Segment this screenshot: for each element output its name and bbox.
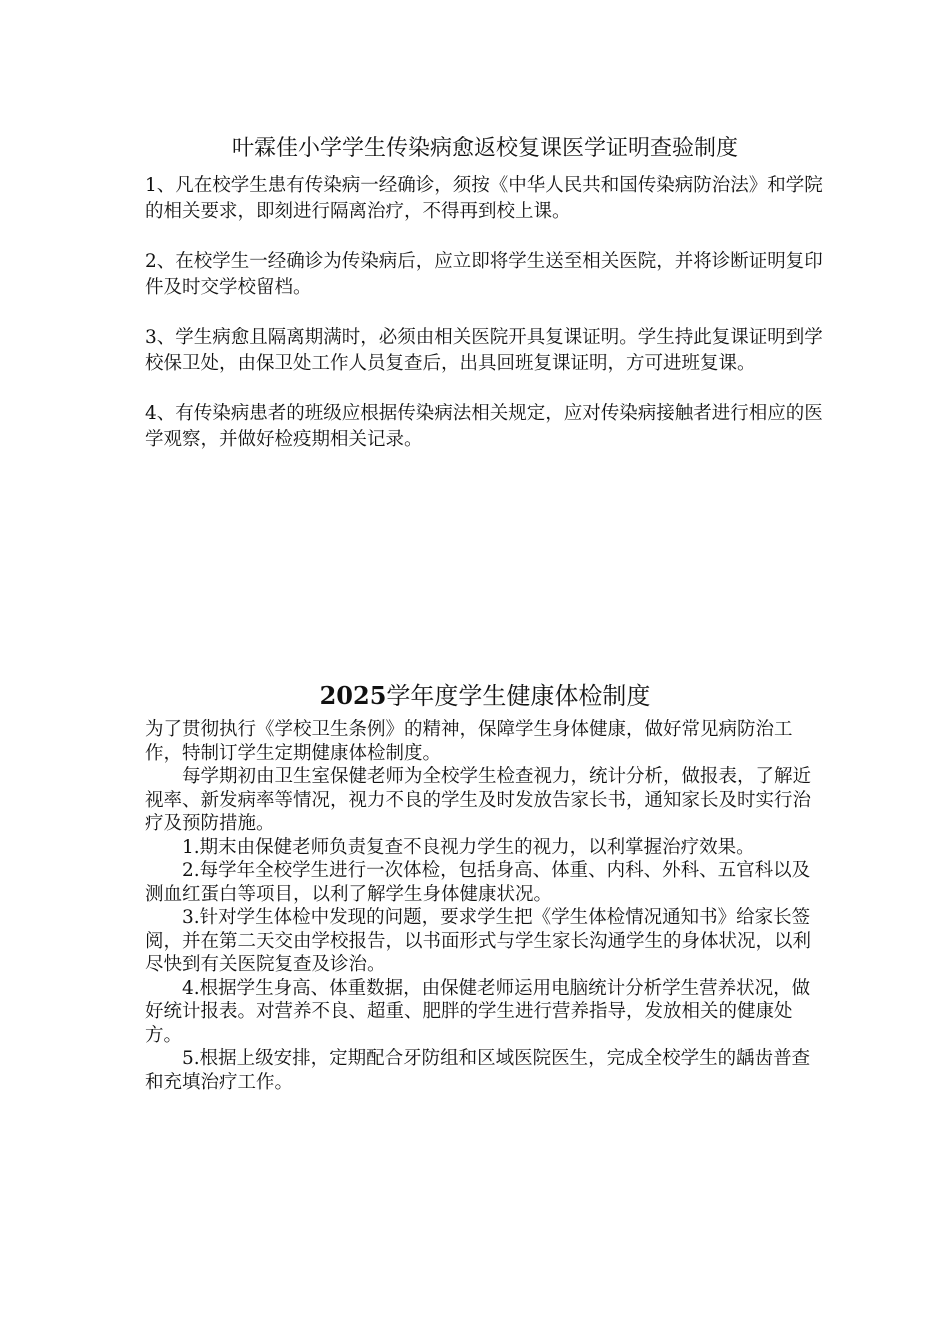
section-infectious-disease-policy [145,133,825,477]
section2-paragraph-vision: 每学期初由卫生室保健老师为全校学生检查视力，统计分析，做报表，了解近视率、新发病率等情况，视力不良的学生及时发放告家长书，通知家长及时实行治疗及预防措施。 [145,766,812,834]
section2-item-1: 1.期末由保健老师负责复查不良视力学生的视力，以利掌握治疗效果。 [182,836,755,858]
section2-intro: 为了贯彻执行《学校卫生条例》的精神，保障学生身体健康，做好常见病防治工作，特制订学生定期健康体检制度。 [145,719,793,764]
section2-item-3: 3.针对学生体检中发现的问题，要求学生把《学生体检情况通知书》给家长签阅，并在第二天交由学校报告，以书面形式与学生家长沟通学生的身体状况，以利尽快到有关医院复查及诊治。 [145,907,812,975]
section2-item-4: 4.根据学生身高、体重数据，由保健老师运用电脑统计分析学生营养状况，做好统计报表。对营养不良、超重、肥胖的学生进行营养指导，发放相关的健康处方。 [145,977,811,1046]
section1-paragraph-2: 2、在校学生一经确诊为传染病后，应立即将学生送至相关医院，并将诊断证明复印件及时交学校留档。 [145,251,823,298]
section2-item-5: 5.根据上级安排，定期配合牙防组和区域医院医生，完成全校学生的龋齿普查和充填治疗工作。 [145,1048,811,1093]
section2-title-year: 2025 [319,681,387,710]
section1-paragraph-4: 4、有传染病患者的班级应根据传染病法相关规定，应对传染病接触者进行相应的医学观察，并做好检疫期相关记录。 [145,403,823,450]
section-health-checkup-policy [145,678,825,1094]
section1-paragraph-1: 1、凡在校学生患有传染病一经确诊，须按《中华人民共和国传染病防治法》和学院的相关要求，即刻进行隔离治疗，不得再到校上课。 [145,175,823,222]
section1-paragraph-3: 3、学生病愈且隔离期满时，必须由相关医院开具复课证明。学生持此复课证明到学校保卫处，由保卫处工作人员复查后，出具回班复课证明，方可进班复课。 [145,327,823,374]
section2-item-2: 2.每学年全校学生进行一次体检，包括身高、体重、内科、外科、五官科以及测血红蛋白等项目，以利了解学生身体健康状况。 [145,860,811,905]
section2-title-text: 学年度学生健康体检制度 [386,682,651,710]
section2-title [145,678,825,714]
section1-title: 叶霖佳小学学生传染病愈返校复课医学证明查验制度 [231,136,738,161]
